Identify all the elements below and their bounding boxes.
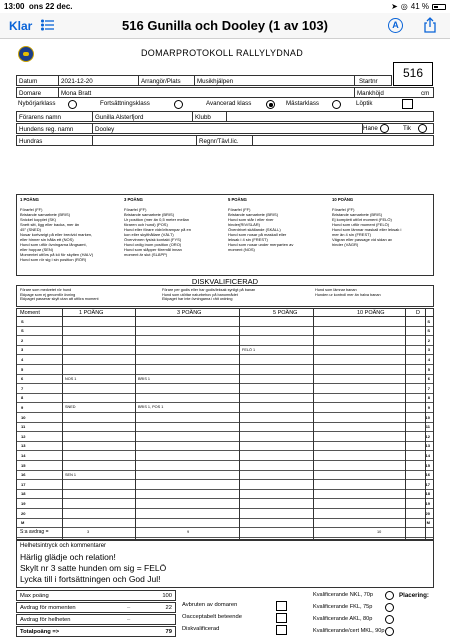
summary-helhet-minus: – [127,617,131,623]
table-row [17,317,433,327]
row-number-right: 4 [427,356,430,362]
points-text-10: Förarfel (FF) Bristande samarbete (BRIS) Ej komplett utfört moment (FELÖ) Hund som utför moment (FELÖ) Hund som lämnar maskall eller leksak i mer än 4 sin (FREST) Vägran eller passage vid sidan av hinder (VÄGR) [332,207,402,247]
reason-diskv [182,626,292,637]
summary-helhet [16,614,176,625]
row-number: 14 [21,452,26,458]
kval-nkl-radio[interactable] [385,591,394,600]
row-number-right: 13 [425,443,430,449]
placering-label: Placering: [399,592,429,599]
row-number-right: 15 [425,462,430,468]
loptik-checkbox[interactable] [402,99,413,109]
table-row [17,461,433,471]
klubb-value [227,112,427,121]
points-col-1 [17,195,121,275]
loptik-label: Löptik [356,100,373,107]
grid-header [17,309,433,317]
summary-total-label: Totalpoäng => [20,629,60,635]
forare-label: Förarens namn [17,112,93,121]
class-label-2: Fortsättningsklass [100,100,150,107]
row-number-right: 20 [425,510,430,516]
table-row [17,442,433,452]
row-number: 13 [21,443,26,449]
cell-p3: BRIS 1 [138,376,151,381]
kval-akl [313,616,433,627]
domare-value: Mona Bratt [59,88,355,97]
summary-helhet-label: Avdrag för helheten [20,617,71,623]
kval-akl-radio[interactable] [385,615,394,624]
hundras-value [93,136,197,145]
row-number: 6 [21,376,24,382]
table-row [17,375,433,385]
row-number-right: 14 [425,452,430,458]
points-text-1: Förarfel (FF) Bristande samarbete (BRIS) Snickel kopplet (SK) Snett sitt, ligg eller backa, mer än 45° (SNED) Nosar kortvarigt på eller bredvid marken, eller hinner sin hålla ett (NOS) Hund som utför övningarna långsamt, eller hoppar (SEN) Momentet utförs på kö för skylten (HALV) Hund som rör sig i sin position (RÖR) [20,207,94,262]
row-number-right: 10 [425,414,430,420]
points-col-5 [225,195,329,275]
reason-avbruten [182,602,292,613]
row-number: 16 [21,472,26,478]
comment-line-2: Skylt nr 3 satte hunden om sig = FELÖ [20,563,167,573]
class-label-1: Nybörjarklass [18,100,56,107]
points-description [16,194,434,276]
reason-diskv-checkbox[interactable] [276,625,287,635]
hund-label: Hundens reg. namn [17,124,93,133]
points-header-10: 10 POÄNG [332,197,354,202]
grid-header-moment: Moment [20,310,40,316]
summary-max-label: Max poäng [20,593,49,599]
table-row [17,336,433,346]
grid-divider [313,309,314,539]
reason-avbruten-checkbox[interactable] [276,601,287,611]
row-number-right: 16 [425,472,430,478]
comment-line-3: Lycka till i fortsättningen och God Jul! [20,574,161,584]
grid-header-d: D [416,310,420,316]
row-number: 17 [21,481,26,487]
table-row [17,480,433,490]
row-number-right: 7 [427,385,430,391]
status-right [391,2,446,11]
summary-moment-minus: – [127,605,131,611]
reason-oacceptabelt-label: Oacceptabelt beteende [182,614,242,620]
row-number: 18 [21,491,26,497]
diskv-col-3: Hund som lämnar banan Hunden ur kontroll mer än halva banan [315,288,381,297]
startnr-label: Startnr [359,78,378,85]
domare-row [16,87,434,98]
class-label-4: Mästarklass [286,100,320,107]
hund-value: Dooley [93,124,363,133]
kval-fkl [313,604,433,615]
sum-label: S:a avdrag = [20,529,49,536]
forare-row [16,111,434,122]
grid-divider [405,309,406,539]
table-row [17,451,433,461]
regnr-label: Regnr/Tävl.lic. [197,136,253,145]
table-row [17,346,433,356]
grid-divider [62,309,63,539]
grid-header-p5: 5 POÄNG [273,310,298,316]
grid-divider [135,309,136,539]
summary-max [16,590,176,601]
row-number-right: 3 [427,347,430,353]
nav-bar [0,13,450,39]
wifi-icon: ◎ [400,2,408,11]
kval-mkl-radio[interactable] [385,627,394,636]
row-number-right: 18 [425,491,430,497]
points-col-10 [329,195,435,275]
document-title: DOMARPROTOKOLL RALLYLYDNAD [140,48,303,58]
summary-max-value: 100 [162,593,172,599]
kval-mkl-label: Kvalificerande/cert MKL, 90p [313,628,385,634]
row-number-right: 11 [425,424,430,430]
location-icon: ➤ [391,2,398,11]
sum-p3: 9 [187,530,190,535]
row-number-right: 12 [425,433,430,439]
table-row [17,471,433,481]
klubb-label: Klubb [193,112,227,121]
summary-moment-value: 22 [165,605,172,611]
table-row [17,519,433,529]
domare-label: Domare [17,88,59,97]
comment-label: Helhetsintryck och kommentarer [20,543,107,549]
cm-label: cm [421,90,430,97]
summary-total-value: 79 [165,629,172,635]
comment-line-1: Härlig glädje och relation! [20,552,116,562]
reason-diskv-label: Diskvalificerad [182,626,220,632]
row-number: 10 [21,414,26,420]
row-number-right: M [426,520,430,526]
row-number-right: S [427,328,430,334]
sum-p1: 3 [87,530,90,535]
arrangor-label: Arrangör/Plats [139,76,195,85]
table-row [17,384,433,394]
diskv-col-2: Förare per godis eller har godis/leksak synligt på banan Hund som utöttar naturbehov på banområdet Ekipaget har inte övningarna i rätt ordning [162,288,256,302]
reason-avbruten-label: Avbruten av domaren [182,602,238,608]
hane-label: Hane [363,125,378,132]
reason-oacceptabelt [182,614,292,625]
row-number: 7 [21,385,24,391]
battery-icon [432,4,446,10]
status-bar [0,0,450,13]
hundras-row [16,135,434,146]
cell-p1: NOS 1 [65,376,77,381]
points-header-1: 1 POÄNG [20,197,39,202]
row-number: 11 [21,424,26,430]
points-header-3: 3 POÄNG [124,197,143,202]
regnr-value [253,136,433,145]
share-icon[interactable] [423,17,437,33]
cell-p1: SNED [65,405,76,410]
row-number-right: S [427,318,430,324]
table-row [17,509,433,519]
row-number: 3 [21,347,24,353]
moment-grid [16,308,434,540]
row-number: M [21,520,25,526]
comment-box [16,540,434,588]
points-text-5: Förarfel (FF) Bristande samarbete (BRIS) Hund som står i eller river hinder(RIV/SLÄR) Överdrivet skällande (SKÄLL) Hund som nosar på maskall eller leksak i 4 sin (FREST) Hund som nosar under merparten av moment (NOS) [228,207,294,252]
class-radio-3[interactable] [266,100,275,109]
summary-section [16,590,434,642]
grid-header-p10: 10 POÄNG [357,310,385,316]
table-row [17,394,433,404]
row-number-right: 8 [427,395,430,401]
startnr-value: 516 [393,62,433,86]
points-col-3 [121,195,225,275]
markup-icon[interactable]: A [388,18,403,33]
row-number-right: 6 [427,376,430,382]
mankhojd-label: Mankhöjd [357,90,384,97]
grid-divider [425,309,426,539]
forare-value: Gunilla Alsterfjord [93,112,193,121]
table-row [17,413,433,423]
tik-label: Tik [403,125,412,132]
diskv-title: DISKVALIFICERAD [191,277,259,286]
reason-oacceptabelt-checkbox[interactable] [276,613,287,623]
hund-row [16,123,434,134]
row-number-right: 17 [425,481,430,487]
nav-title: 516 Gunilla och Dooley (1 av 103) [122,18,328,33]
table-row [17,403,433,413]
points-header-5: 5 POÄNG [228,197,247,202]
kval-fkl-label: Kvalificerande FKL, 75p [313,604,373,610]
row-number: 9 [21,404,24,410]
class-row [16,99,434,110]
hane-radio[interactable] [380,124,389,133]
tik-radio[interactable] [418,124,427,133]
summary-moment [16,602,176,613]
done-button[interactable]: Klar [9,19,33,33]
diskv-box [16,285,434,307]
grid-divider [239,309,240,539]
summary-moment-label: Avdrag för momenten [20,605,76,611]
battery-percent: 41 % [410,2,429,11]
class-radio-4[interactable] [332,100,341,109]
grid-header-p3: 3 POÄNG [177,310,202,316]
grid-header-p1: 1 POÄNG [79,310,104,316]
class-radio-1[interactable] [68,100,77,109]
table-row [17,432,433,442]
summary-total [16,626,176,637]
table-row [17,423,433,433]
club-logo-icon [18,46,34,62]
table-row [17,327,433,337]
table-row [17,355,433,365]
kval-nkl [313,592,433,603]
datum-row [16,75,392,86]
table-row [17,499,433,509]
kval-akl-label: Kvalificerande AKL, 80p [313,616,373,622]
row-number: 2 [21,337,24,343]
row-number-right: 2 [427,337,430,343]
arrangor-value: Musikhjälpen [195,76,355,85]
datum-label: Datum [17,76,59,85]
row-number: 8 [21,395,24,401]
status-time: 13:00 ons 22 dec. [4,2,73,11]
row-number-right: 5 [427,366,430,372]
kval-nkl-label: Kvalificerande NKL, 70p [313,592,374,598]
cell-p1: SEN 1 [65,472,76,477]
row-number: S [21,318,24,324]
row-number: S [21,328,24,334]
sum-p10: 10 [377,530,382,535]
row-number: 12 [21,433,26,439]
diskv-col-1: Förare som medvetet rör hund Ekipage som ej genomför övning Ekipaget passerar skylt utan att utföra moment [20,288,99,302]
cell-p5: FELÖ 1 [242,347,256,352]
class-label-3: Avancerad klass [206,100,252,107]
sum-row [17,528,433,538]
row-number: 19 [21,500,26,506]
points-text-3: Förarfel (FF) Bristande samarbete (BRIS) Ur position (mer än 0,5 meter mellan föraren och hund) (POS) Hund eller förare vidrör/trampar på en kon eller skylthållare (VÄLT) Övervinnen fysisk kontakt (FYS) Hund ordig inom position (ORO) Hund som slåpper föremål innan moment är slut (SLÄPP) [124,207,191,257]
datum-value: 2021-12-20 [59,76,139,85]
row-number: 5 [21,366,24,372]
kval-mkl [313,628,433,639]
table-row [17,365,433,375]
cell-p3: BRIS 1, POS 1 [138,405,164,410]
row-number: 15 [21,462,26,468]
row-number: 4 [21,356,24,362]
kval-fkl-radio[interactable] [385,603,394,612]
hundras-label: Hundras [17,136,93,145]
row-number-right: 9 [427,404,430,410]
row-number: 20 [21,510,26,516]
table-row [17,490,433,500]
class-radio-2[interactable] [174,100,183,109]
protocol-document [14,42,436,635]
row-number-right: 19 [425,500,430,506]
